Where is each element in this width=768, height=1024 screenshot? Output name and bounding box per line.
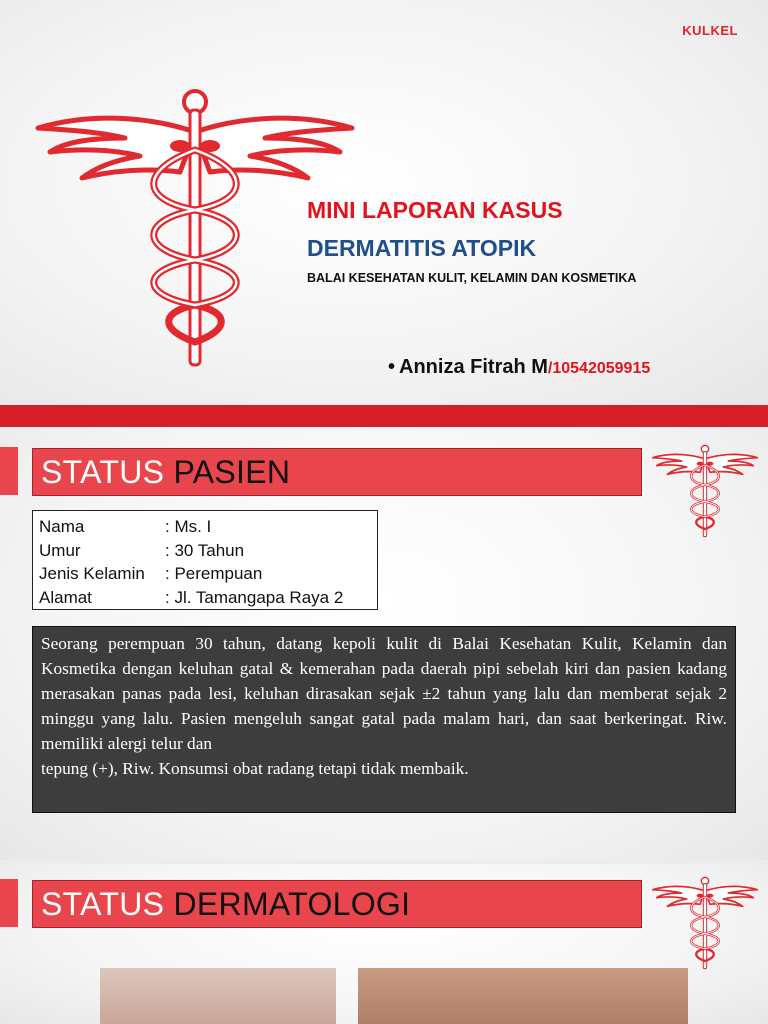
info-value: : 30 Tahun <box>165 540 245 560</box>
institution-name: BALAI KESEHATAN KULIT, KELAMIN DAN KOSMETIKA <box>307 271 637 285</box>
author-name: Anniza Fitrah M <box>399 356 548 378</box>
info-label: Jenis Kelamin <box>39 564 145 583</box>
status-pasien-header <box>32 448 642 496</box>
author-nim: /10542059915 <box>547 360 651 377</box>
caduceus-icon <box>30 80 360 370</box>
info-label: Umur <box>39 540 81 560</box>
side-accent-strip <box>0 879 18 927</box>
slide-divider-band <box>0 405 768 427</box>
header-word-status: STATUS <box>41 454 165 490</box>
narrative-text-tail: tepung (+), Riw. Konsumsi obat radang tetapi tidak membaik. <box>41 759 469 778</box>
info-row-umur <box>39 539 371 563</box>
info-value: : Perempuan <box>165 564 263 583</box>
case-title: DERMATITIS ATOPIK <box>307 235 537 261</box>
info-row-jenis-kelamin <box>39 562 371 586</box>
header-word-status: STATUS <box>41 886 165 922</box>
patient-info-table <box>32 510 378 610</box>
info-value: : Ms. I <box>165 517 212 536</box>
side-accent-strip <box>0 447 18 495</box>
caduceus-icon <box>650 872 760 972</box>
slide-tag: KULKEL <box>682 23 738 38</box>
clinical-photo <box>358 968 688 1024</box>
status-dermatologi-header <box>32 880 642 928</box>
info-label: Alamat <box>39 587 92 607</box>
author-line <box>388 356 650 379</box>
info-label: Nama <box>39 517 85 536</box>
info-row-alamat <box>39 586 371 610</box>
presentation-title: MINI LAPORAN KASUS <box>307 197 563 223</box>
caduceus-icon <box>650 440 760 540</box>
bullet: • <box>388 356 396 378</box>
header-word-dermatologi: DERMATOLOGI <box>173 886 411 922</box>
title-slide <box>0 0 768 405</box>
info-value: : Jl. Tamangapa Raya 2 <box>165 587 344 607</box>
info-row-nama <box>39 515 371 539</box>
narrative-text: Seorang perempuan 30 tahun, datang kepoli kulit di Balai Kesehatan Kulit, Kelamin dan Kosmetika dengan keluhan gatal & kemerahan pada daerah pipi sebelah kiri dan pasien kadang merasakan panas pada lesi, keluhan dirasakan sejak ±2 tahun yang lalu dan memberat sejak 2 minggu yang lalu. Pasien mengeluh sangat gatal pada malam hari, dan saat berkeringat. Riw. memiliki alergi telur dan <box>41 634 727 753</box>
clinical-photo <box>100 968 336 1024</box>
header-word-pasien: PASIEN <box>173 454 291 490</box>
case-narrative <box>32 626 736 813</box>
